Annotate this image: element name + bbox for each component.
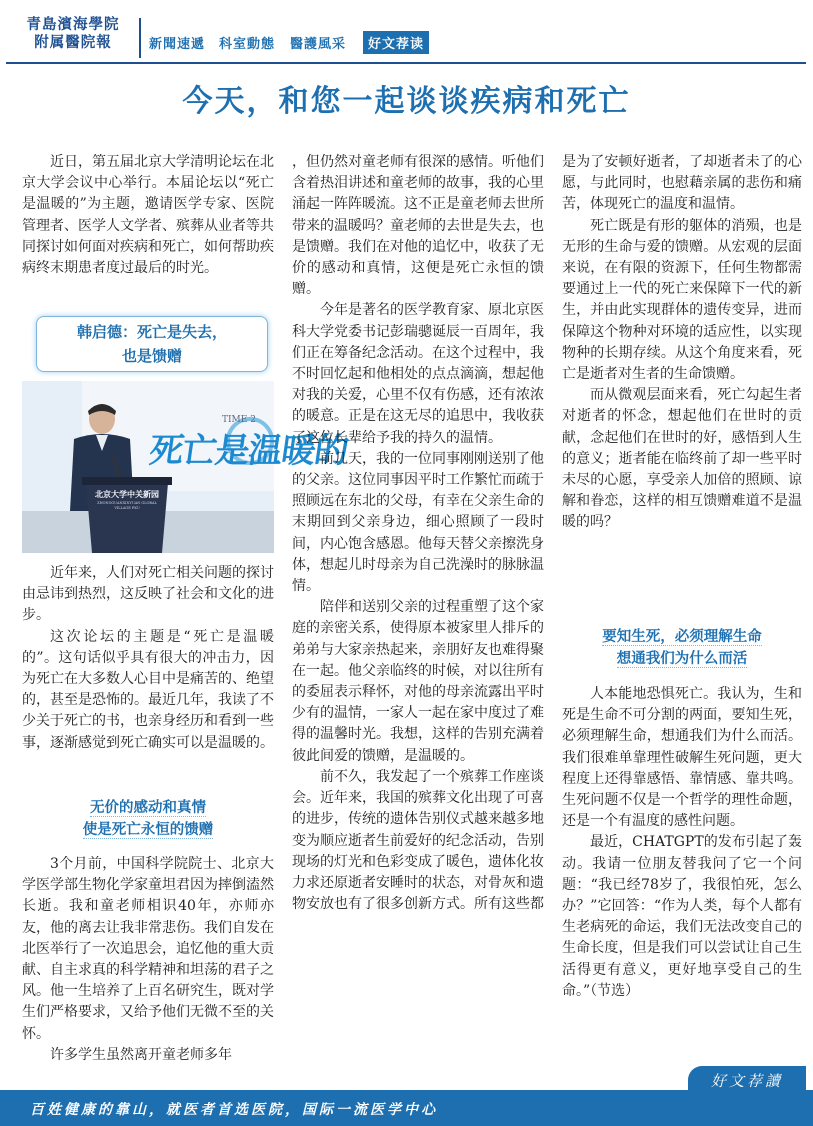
page-header [0,0,813,70]
nav-item-recommended[interactable]: 好文荐读 [363,31,429,54]
logo-line1: 青島濱海學院 [26,16,120,33]
podium-sign-en: ZHONGGUANXINYUAN GLOBAL VILLAGE PKU [97,501,157,510]
footer-slogan: 百姓健康的靠山，就医者首选医院，国际一流医学中心 [30,1102,438,1118]
newspaper-logo[interactable] [12,16,134,52]
paragraph: 近日，第五届北京大学清明论坛在北京大学会议中心举行。本届论坛以“死亡是温暖的”为主题，邀请医学专家、医院管理者、医学人文学者、殡葬从业者等共同探讨如何面对疾病和死亡，如何帮助疾病终末期患者度过最后的时光。 [22,154,274,277]
subheading-1 [22,797,274,841]
paragraph: 近年来，人们对死亡相关问题的探讨由忌讳到热烈，这反映了社会和文化的进步。 [22,565,274,624]
header-divider [139,18,141,58]
logo-line2: 附属醫院報 [34,34,112,51]
column-1 [22,152,274,279]
paragraph: 前几天，我的一位同事刚刚送别了他的父亲。这位同事因平时工作繁忙而疏于照顾远在东北的父母，有幸在父亲生命的末期回到父亲身边，细心照顾了一段时间，内心饱含感恩。他每天替父亲擦洗身体，想起儿时母亲为自己洗澡时的脉脉温情。 [292,450,544,595]
subheading-line: 无价的感动和真情 [90,799,206,816]
column-1-bottom [22,854,274,1066]
column-2 [292,152,544,915]
paragraph: 而从微观层面来看，死亡勾起生者对逝者的怀念，想起他们在世时的贡献，念起他们在世时的好，感悟到人生的意义；逝者能在临终前了却一些平时未尽的心愿，享受亲人加倍的照顾、谅解和眷恋，这样的相互馈赠难道不是温暖的吗？ [562,387,802,531]
paragraph: 死亡既是有形的躯体的消殒，也是无形的生命与爱的馈赠。从宏观的层面来说，在有限的资源下，任何生物都需要通过上一代的死亡来保障下一代的新生，并由此实现群体的遗传变异，进而保障这个物种对环境的适应性，以实现物种的长期存续。从这个角度来看，死亡是逝者对生者的生命馈赠。 [562,217,802,383]
subheading-line: 想通我们为什么而活 [616,650,748,667]
subheading-2 [562,626,802,670]
header-rule [6,62,806,64]
paragraph: 这次论坛的主题是“死亡是温暖的”。这句话似乎具有很大的冲击力，因为死亡在大多数人心目中是痛苦的、绝望的，甚至是恐怖的。最近几年，我读了不少关于死亡的书，也亲身经历和看到一些事，逐渐感觉到死亡确实可以是温暖的。 [22,628,274,751]
backdrop-year: TIME 2 [222,415,256,425]
column-1-lower [22,563,274,754]
subheading-line: 要知生死，必须理解生命 [602,628,762,645]
column-3-lower [562,684,802,1002]
paragraph: 陪伴和送别父亲的过程重塑了这个家庭的亲密关系，使得原本被家里人排斥的弟弟与大家亲热起来，亲朋好友也难得聚在一起。他父亲临终的时候，对以往所有的委屈表示释怀，对他的母亲流露出平时少有的温情，一家人一起在家中度过了难得的温馨时光。我想，这样的告别充满着彼此间爱的馈赠，是温暖的。 [292,599,544,764]
paragraph: ，但仍然对童老师有很深的感情。听他们含着热泪讲述和童老师的故事，我的心里涌起一阵阵暖流。这不正是童老师去世所带来的温暖吗？童老师的去世是失去，也是馈赠。我们在对他的追忆中，收获了无价的感动和真情，这便是死亡永恒的馈赠。 [292,154,544,298]
section-heading-box [36,316,268,372]
paragraph: 3个月前，中国科学院院士、北京大学医学部生物化学家童坦君因为摔倒溘然长逝。我和童老师相识40年，亦师亦友，他的离去让我非常悲伤。我们自发在北医举行了一次追思会，追忆他的重大贡献、自主求真的科学精神和坦荡的君子之风。他一生培养了上百名研究生，既对学生们严格要求，又给予他们无微不至的关怀。 [22,856,274,1042]
paragraph: 今年是著名的医学教育家、原北京医科大学党委书记彭瑞骢诞辰一百周年，我们正在筹备纪念活动。在这个过程中，我不时回忆起和他相处的点点滴滴，想起他对我的关爱，心里不仅有伤感，还有浓浓的暖意。正是在这无尽的追思中，我收获了这位长辈给予我的持久的温情。 [292,302,544,446]
subheading-line: 使是死亡永恒的馈赠 [82,821,214,838]
article-title: 今天，和您一起谈谈疾病和死亡 [182,84,631,119]
box-line1: 韩启德：死亡是失去， [76,323,227,341]
paragraph: 最近，CHATGPT的发布引起了轰动。我请一位朋友替我问了它一个问题：“我已经78岁了，我很怕死，怎么办？”它回答：“作为人类，每个人都有生老病死的命运，我们无法改变自己的生命长度，但是我们可以尝试让自己生活得更有意义，更好地享受自己的生命。”（节选） [562,834,802,999]
paragraph: 人本能地恐惧死亡。我认为，生和死是生命不可分割的两面，要知生死，必须理解生命，想通我们为什么而活。我们很难单靠理性破解生死问题，更大程度上还得靠感悟、靠情感、靠共鸣。生死问题不仅是一个哲学的理性命题，还是一个有温度的感性问题。 [562,686,802,830]
backdrop-title: 死亡是温暖的 [146,431,351,471]
podium-sign: 北京大学中关新园 [95,489,159,499]
forum-photo [22,381,351,553]
nav-item-staff[interactable]: 醫護風采 [290,37,347,52]
nav-item-news[interactable]: 新聞速遞 [149,37,206,52]
section-tag[interactable]: 好文荐讀 [688,1066,806,1096]
box-line2: 也是馈赠 [121,347,182,365]
nav-item-departments[interactable]: 科室動態 [219,37,276,52]
paragraph: 是为了安顿好逝者，了却逝者未了的心愿，与此同时，也慰藉亲属的悲伤和痛苦，体现死亡的温度和温情。 [562,154,802,213]
paragraph: 许多学生虽然离开童老师多年 [50,1046,232,1063]
paragraph: 前不久，我发起了一个殡葬工作座谈会。近年来，我国的殡葬文化出现了可喜的进步，传统的遗体告别仪式越来越多地变为顺应逝者生前爱好的纪念活动，告别现场的灯光和色彩变成了暖色，遗体化妆力求还原逝者安睡时的状态，对骨灰和遗物安放也有了很多创新方式。所有这些都 [292,768,544,913]
column-3 [562,152,802,534]
